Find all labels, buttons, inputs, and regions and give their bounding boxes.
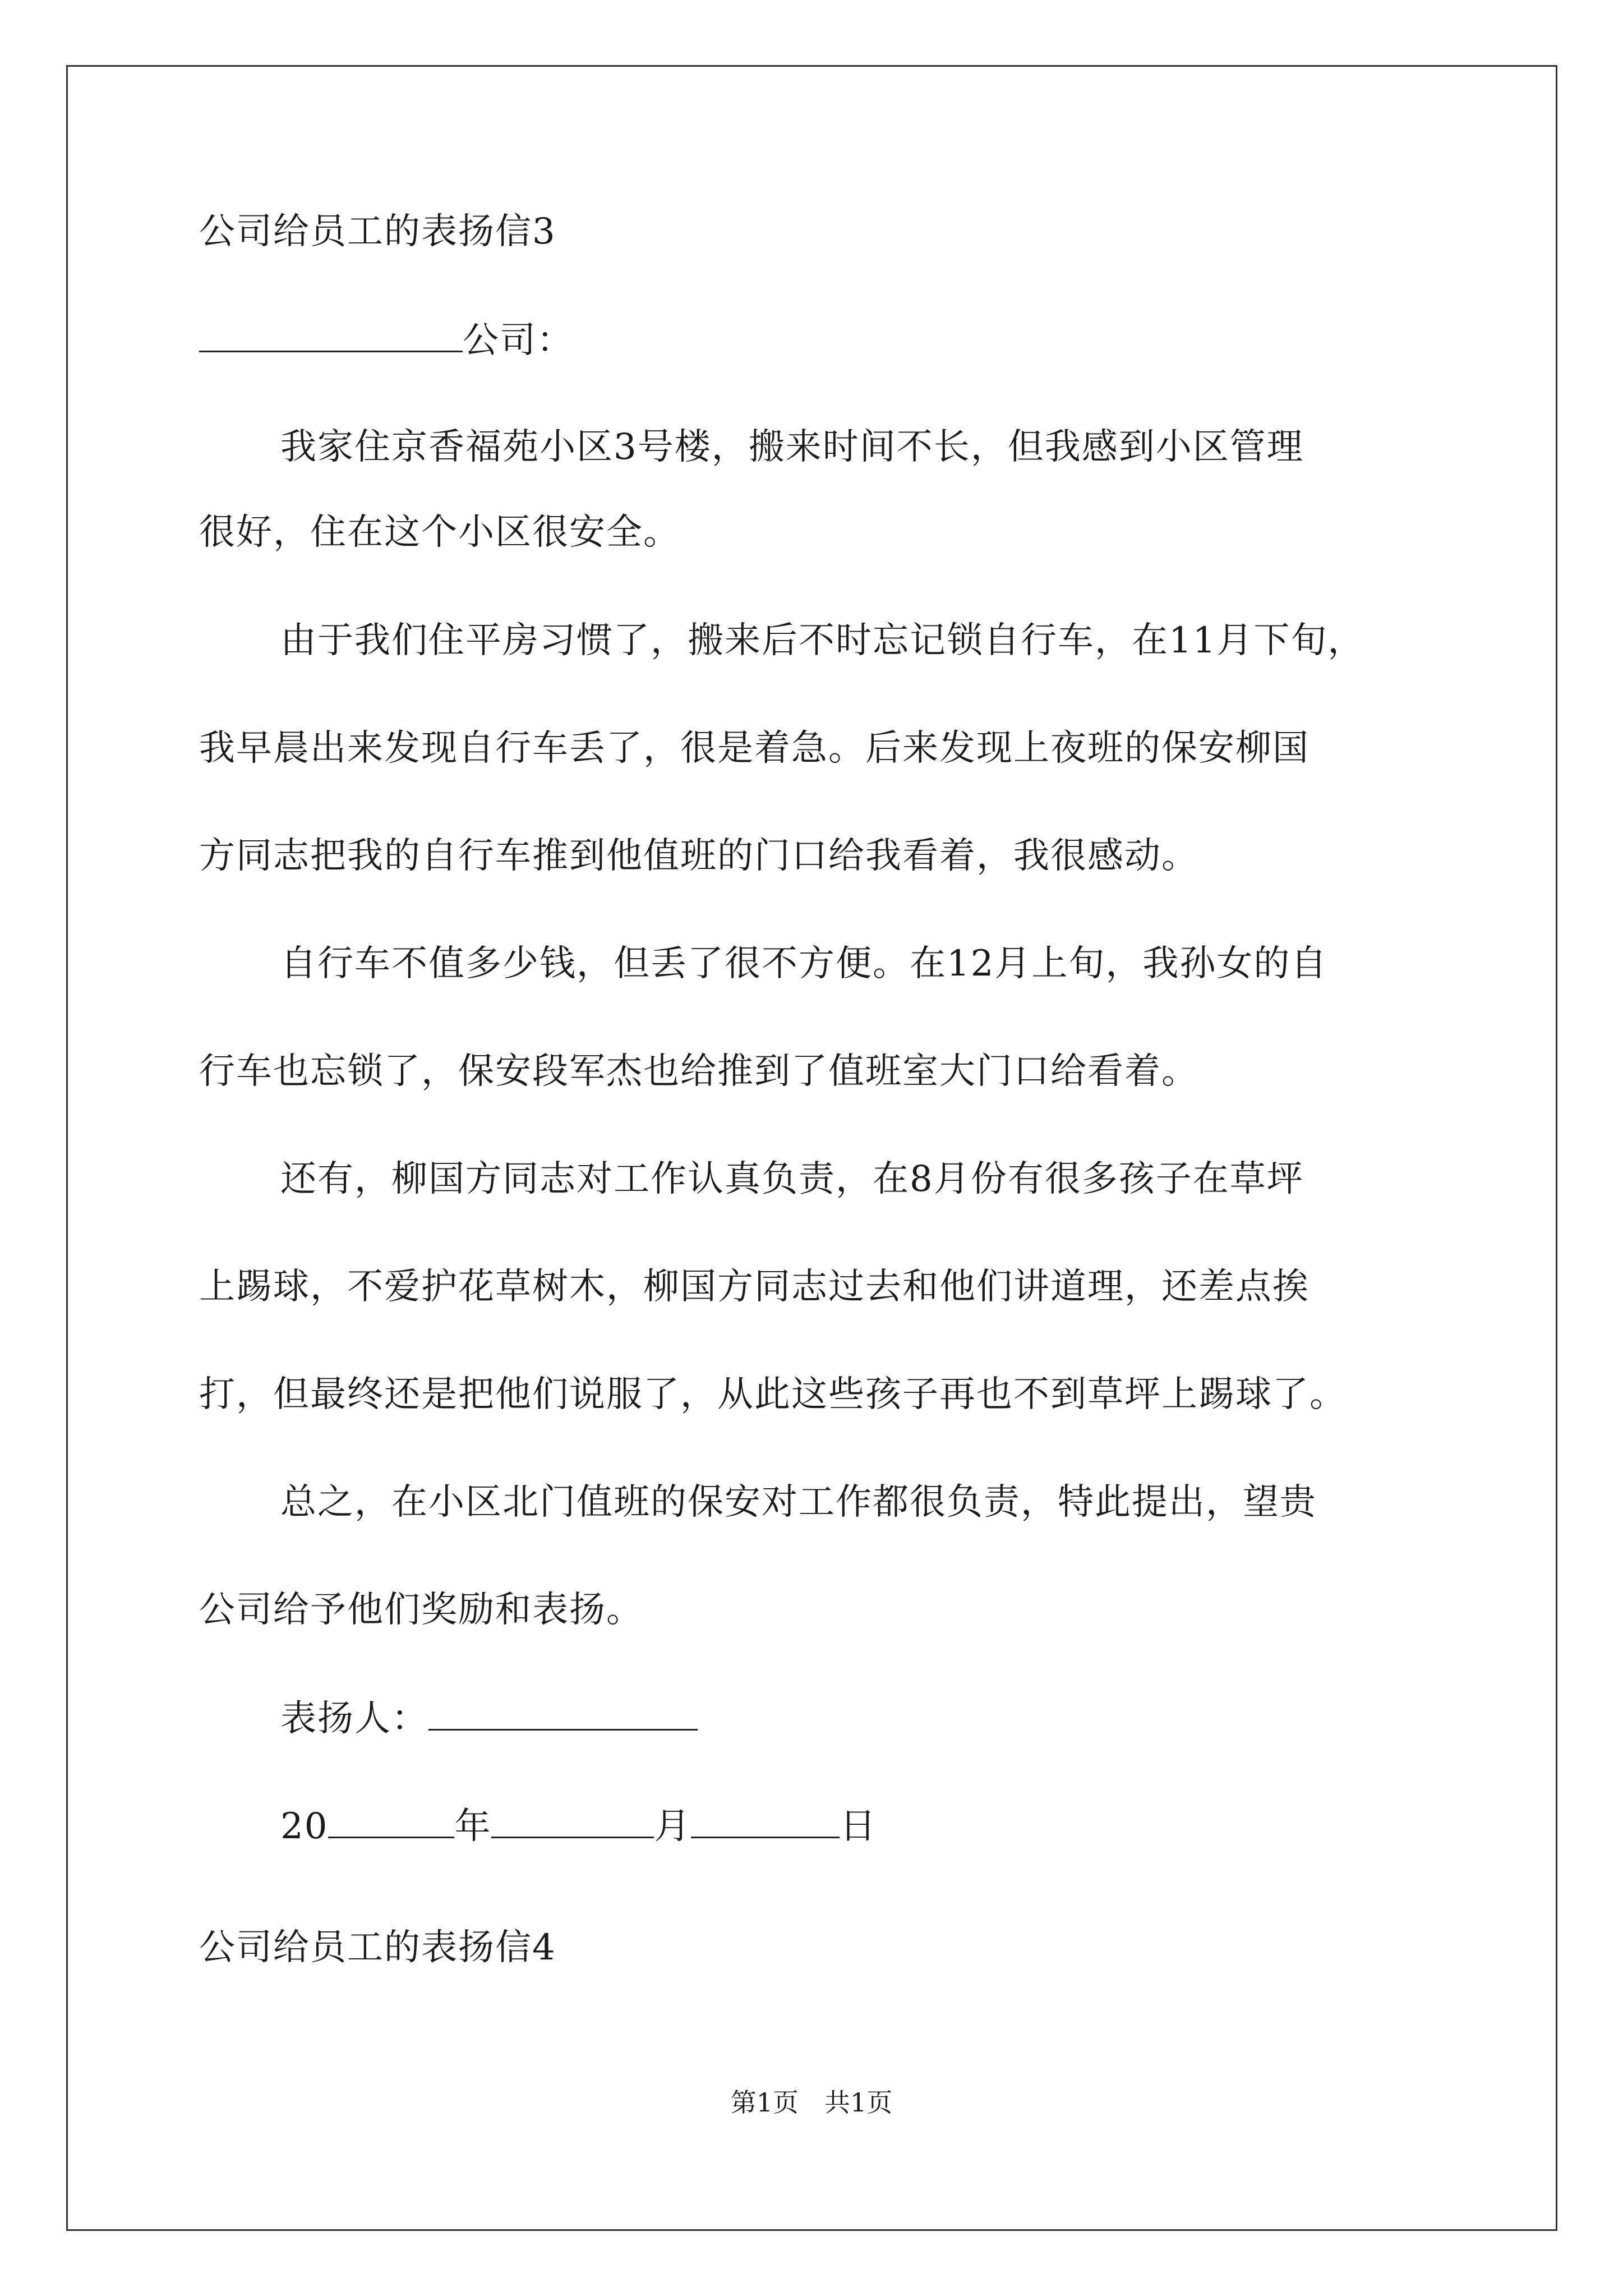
month-blank <box>491 1803 654 1838</box>
date-day-label: 日 <box>840 1806 877 1847</box>
page-border <box>66 65 1557 2231</box>
paragraph-3-line-1: 自行车不值多少钱，但丢了很不方便。在12月上旬，我孙女的自 <box>280 943 1328 984</box>
paragraph-5-line-1: 总之，在小区北门值班的保安对工作都很负责，特此提出，望贵 <box>280 1481 1317 1523</box>
paragraph-4-line-3: 打，但最终还是把他们说服了，从此这些孩子再也不到草坪上踢球了。 <box>199 1374 1347 1415</box>
paragraph-4-line-2: 上踢球，不爱护花草树木，柳国方同志过去和他们讲道理，还差点挨 <box>199 1266 1310 1308</box>
paragraph-5-line-2: 公司给予他们奖励和表扬。 <box>199 1589 643 1631</box>
page-number: 第1页 共1页 <box>730 2087 893 2118</box>
paragraph-4-line-1: 还有，柳国方同志对工作认真负责，在8月份有很多孩子在草坪 <box>280 1158 1304 1200</box>
date-year-label: 年 <box>454 1806 492 1847</box>
signer-blank <box>428 1695 698 1731</box>
letter-title-3: 公司给员工的表扬信3 <box>199 211 556 252</box>
day-blank <box>691 1803 840 1838</box>
year-blank <box>328 1803 454 1838</box>
signer-label: 表扬人： <box>280 1698 428 1740</box>
paragraph-2-line-2: 我早晨出来发现自行车丢了，很是着急。后来发现上夜班的保安柳国 <box>199 728 1310 769</box>
paragraph-2-line-3: 方同志把我的自行车推到他值班的门口给我看着，我很感动。 <box>199 835 1198 877</box>
letter-title-4: 公司给员工的表扬信4 <box>199 1927 556 1968</box>
paragraph-2-line-1: 由于我们住平房习惯了，搬来后不时忘记锁自行车，在11月下旬， <box>280 620 1365 661</box>
paragraph-1-line-2: 很好，住在这个小区很安全。 <box>199 512 680 553</box>
signer-line <box>280 1695 698 1741</box>
salutation <box>199 317 574 363</box>
date-prefix: 20 <box>280 1806 329 1847</box>
salutation-suffix: 公司： <box>463 320 574 361</box>
date-line <box>280 1803 877 1849</box>
date-month-label: 月 <box>654 1806 691 1847</box>
company-name-blank <box>199 317 463 352</box>
paragraph-1-line-1: 我家住京香福苑小区3号楼，搬来时间不长，但我感到小区管理 <box>280 426 1304 468</box>
paragraph-3-line-2: 行车也忘锁了，保安段军杰也给推到了值班室大门口给看着。 <box>199 1051 1198 1092</box>
